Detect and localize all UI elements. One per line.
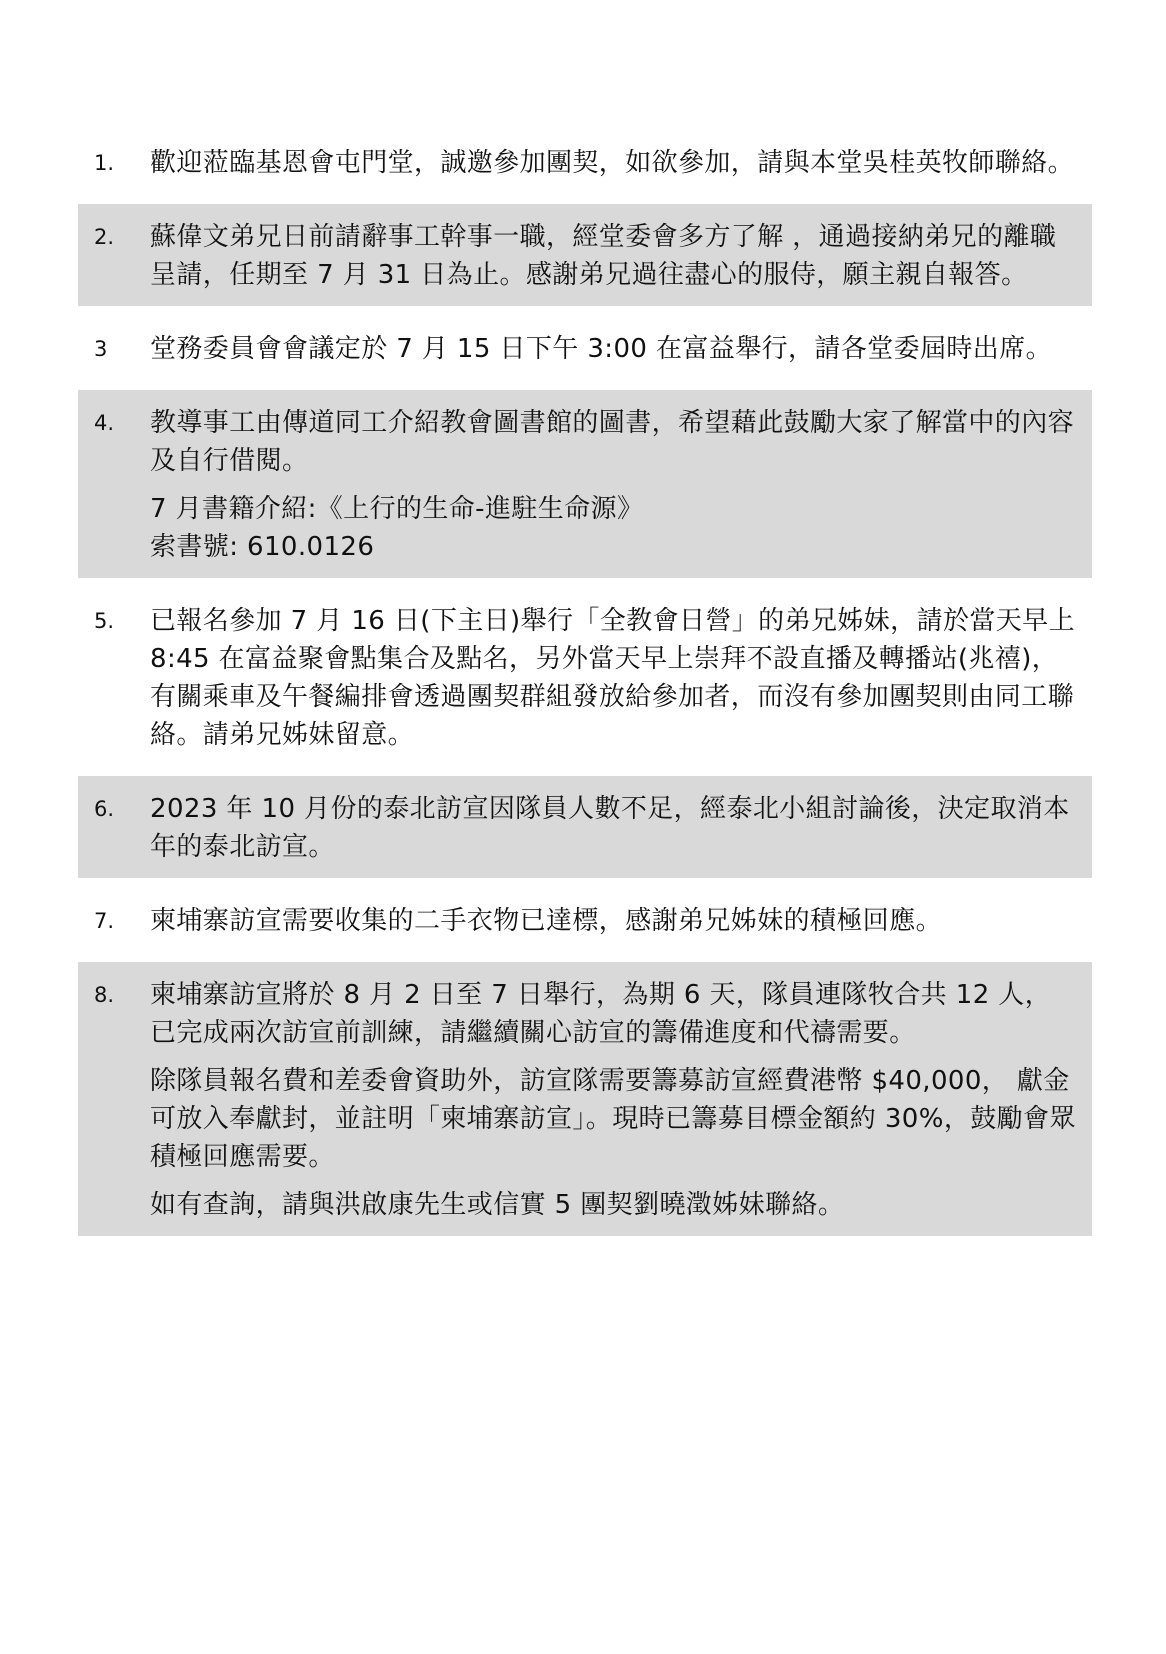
notice-number: 5. xyxy=(94,609,115,633)
notice-item-7 xyxy=(78,888,1092,952)
notice-paragraph: 除隊員報名費和差委會資助外，訪宣隊需要籌募訪宣經費港幣 $40,000， 獻金可放入奉獻封，並註明「柬埔寨訪宣」。現時已籌募目標金額約 30%，鼓勵會眾積極回應需要。 xyxy=(150,1066,1076,1172)
notice-item-3 xyxy=(78,316,1092,380)
notice-item-1 xyxy=(78,130,1092,194)
notice-paragraph: 如有查詢，請與洪啟康先生或信實 5 團契劉曉澂姊妹聯絡。 xyxy=(150,1190,845,1220)
notice-paragraph: 蘇偉文弟兄日前請辭事工幹事一職，經堂委會多方了解 ，通過接納弟兄的離職呈請，任期至 7 月 31 日為止。感謝弟兄過往盡心的服侍，願主親自報答。 xyxy=(150,222,1057,290)
notice-number: 6. xyxy=(94,797,115,821)
notice-paragraph: 堂務委員會會議定於 7 月 15 日下午 3:00 在富益舉行，請各堂委屆時出席。 xyxy=(150,334,1053,364)
notice-paragraph: 柬埔寨訪宣需要收集的二手衣物已達標，感謝弟兄姊妹的積極回應。 xyxy=(150,906,943,936)
notice-number: 2. xyxy=(94,225,115,249)
notice-item-4 xyxy=(78,390,1092,578)
notice-item-6 xyxy=(78,776,1092,878)
notice-number: 4. xyxy=(94,411,115,435)
notice-paragraph: 教導事工由傳道同工介紹教會圖書館的圖書，希望藉此鼓勵大家了解當中的內容及自行借閱。 xyxy=(150,408,1075,476)
notice-paragraph: 柬埔寨訪宣將於 8 月 2 日至 7 日舉行，為期 6 天，隊員連隊牧合共 12 人，已完成兩次訪宣前訓練，請繼續關心訪宣的籌備進度和代禱需要。 xyxy=(150,980,1052,1048)
notice-list xyxy=(78,130,1092,1246)
notice-number: 8. xyxy=(94,983,115,1007)
notice-item-2 xyxy=(78,204,1092,306)
notice-paragraph: 歡迎蒞臨基恩會屯門堂，誠邀參加團契，如欲參加，請與本堂吳桂英牧師聯絡。 xyxy=(150,148,1075,178)
notice-item-5 xyxy=(78,588,1092,766)
notice-number: 3 xyxy=(94,337,108,361)
notice-item-8 xyxy=(78,962,1092,1236)
notice-paragraph: 2023 年 10 月份的泰北訪宣因隊員人數不足，經泰北小組討論後，決定取消本年的泰北訪宣。 xyxy=(150,794,1070,862)
notice-paragraph: 7 月書籍介紹:《上行的生命-進駐生命源》 索書號: 610.0126 xyxy=(150,494,644,562)
notice-number: 7. xyxy=(94,909,115,933)
notice-paragraph: 已報名參加 7 月 16 日(下主日)舉行「全教會日營」的弟兄姊妹，請於當天早上 8:45 在富益聚會點集合及點名，另外當天早上崇拜不設直播及轉播站(兆禧)，有關乘車及午餐編排會透過團契群組發放給參加者，而沒有參加團契則由同工聯絡。請弟兄姊妹留意。 xyxy=(150,606,1075,750)
notice-number: 1. xyxy=(94,151,115,175)
